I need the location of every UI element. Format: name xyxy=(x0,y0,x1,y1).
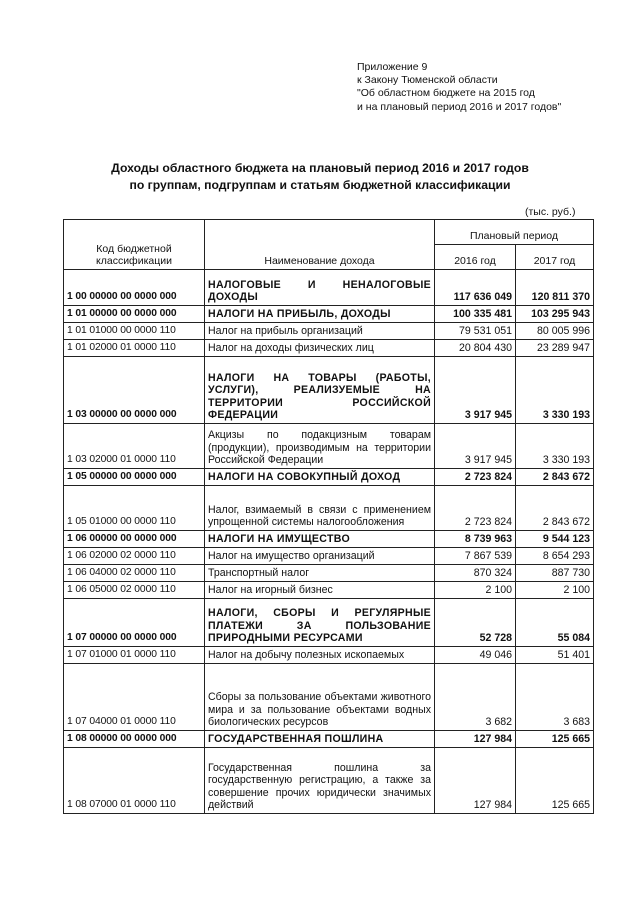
annex-note xyxy=(357,61,561,114)
row-name: Налог на имущество организаций xyxy=(205,548,435,565)
row-value-2016: 3 682 xyxy=(435,664,516,731)
row-name: Налог на игорный бизнес xyxy=(205,582,435,599)
table-row xyxy=(64,270,594,306)
row-value-2017: 3 330 193 xyxy=(516,357,594,424)
units-label: (тыс. руб.) xyxy=(525,206,576,218)
row-value-2016: 49 046 xyxy=(435,647,516,664)
table-row xyxy=(64,306,594,323)
row-value-2017: 2 843 672 xyxy=(516,486,594,531)
header-code: Код бюджетной классификации xyxy=(64,220,205,270)
row-code: 1 07 01000 01 0000 110 xyxy=(64,647,205,664)
annex-line: и на плановый период 2016 и 2017 годов" xyxy=(357,100,562,113)
row-name: НАЛОГОВЫЕ И НЕНАЛОГОВЫЕ ДОХОДЫ xyxy=(205,270,435,306)
table-row xyxy=(64,486,594,531)
row-name: НАЛОГИ НА ТОВАРЫ (РАБОТЫ, УСЛУГИ), РЕАЛИЗУЕМЫЕ НА ТЕРРИТОРИИ РОССИЙСКОЙ ФЕДЕРАЦИИ xyxy=(205,357,435,424)
row-name: НАЛОГИ НА ПРИБЫЛЬ, ДОХОДЫ xyxy=(205,306,435,323)
revenue-table xyxy=(63,219,594,814)
row-code: 1 08 07000 01 0000 110 xyxy=(64,748,205,814)
row-value-2016: 117 636 049 xyxy=(435,270,516,306)
table-row xyxy=(64,731,594,748)
row-name: НАЛОГИ, СБОРЫ И РЕГУЛЯРНЫЕ ПЛАТЕЖИ ЗА ПОЛЬЗОВАНИЕ ПРИРОДНЫМИ РЕСУРСАМИ xyxy=(205,599,435,647)
row-value-2017: 125 665 xyxy=(516,731,594,748)
row-value-2017: 125 665 xyxy=(516,748,594,814)
row-value-2017: 3 330 193 xyxy=(516,424,594,469)
header-period: Плановый период xyxy=(435,220,594,245)
row-value-2017: 2 843 672 xyxy=(516,469,594,486)
row-value-2016: 79 531 051 xyxy=(435,323,516,340)
header-name: Наименование дохода xyxy=(205,220,435,270)
row-value-2017: 887 730 xyxy=(516,565,594,582)
row-value-2017: 103 295 943 xyxy=(516,306,594,323)
row-code: 1 00 00000 00 0000 000 xyxy=(64,270,205,306)
row-code: 1 06 04000 02 0000 110 xyxy=(64,565,205,582)
row-code: 1 01 00000 00 0000 000 xyxy=(64,306,205,323)
table-row xyxy=(64,469,594,486)
table-row xyxy=(64,748,594,814)
title-line: Доходы областного бюджета на плановый период 2016 и 2017 годов xyxy=(111,161,529,175)
table-row xyxy=(64,664,594,731)
annex-line: Приложение 9 xyxy=(357,61,428,73)
row-value-2016: 20 804 430 xyxy=(435,340,516,357)
row-name: Государственная пошлина за государственную регистрацию, а также за совершение прочих юридически значимых действий xyxy=(205,748,435,814)
row-code: 1 01 02000 01 0000 110 xyxy=(64,340,205,357)
table-row xyxy=(64,647,594,664)
row-name: Налог, взимаемый в связи с применением упрощенной системы налогообложения xyxy=(205,486,435,531)
header-row xyxy=(64,220,594,245)
row-name: Акцизы по подакцизным товарам (продукции), производимым на территории Российской Федерации xyxy=(205,424,435,469)
row-code: 1 03 00000 00 0000 000 xyxy=(64,357,205,424)
row-name: ГОСУДАРСТВЕННАЯ ПОШЛИНА xyxy=(205,731,435,748)
row-value-2017: 120 811 370 xyxy=(516,270,594,306)
row-value-2016: 2 723 824 xyxy=(435,486,516,531)
row-code: 1 03 02000 01 0000 110 xyxy=(64,424,205,469)
row-code: 1 01 01000 00 0000 110 xyxy=(64,323,205,340)
row-value-2016: 870 324 xyxy=(435,565,516,582)
row-value-2017: 9 544 123 xyxy=(516,531,594,548)
table-row xyxy=(64,357,594,424)
row-value-2017: 2 100 xyxy=(516,582,594,599)
table-row xyxy=(64,548,594,565)
row-code: 1 06 05000 02 0000 110 xyxy=(64,582,205,599)
row-code: 1 06 02000 02 0000 110 xyxy=(64,548,205,565)
row-value-2017: 8 654 293 xyxy=(516,548,594,565)
table-row xyxy=(64,340,594,357)
row-name: НАЛОГИ НА СОВОКУПНЫЙ ДОХОД xyxy=(205,469,435,486)
row-value-2016: 2 723 824 xyxy=(435,469,516,486)
row-code: 1 06 00000 00 0000 000 xyxy=(64,531,205,548)
row-value-2016: 127 984 xyxy=(435,748,516,814)
row-value-2016: 2 100 xyxy=(435,582,516,599)
row-value-2017: 3 683 xyxy=(516,664,594,731)
row-code: 1 07 00000 00 0000 000 xyxy=(64,599,205,647)
table-row xyxy=(64,424,594,469)
row-name: Налог на прибыль организаций xyxy=(205,323,435,340)
row-value-2017: 55 084 xyxy=(516,599,594,647)
table-row xyxy=(64,565,594,582)
table-row xyxy=(64,599,594,647)
row-value-2016: 3 917 945 xyxy=(435,357,516,424)
row-value-2017: 80 005 996 xyxy=(516,323,594,340)
title-line: по группам, подгруппам и статьям бюджетной классификации xyxy=(129,178,511,192)
row-value-2016: 100 335 481 xyxy=(435,306,516,323)
row-value-2016: 127 984 xyxy=(435,731,516,748)
annex-line: "Об областном бюджете на 2015 год xyxy=(357,87,535,100)
row-value-2016: 7 867 539 xyxy=(435,548,516,565)
row-name: Сборы за пользование объектами животного мира и за пользование объектами водных биологических ресурсов xyxy=(205,664,435,731)
table-row xyxy=(64,323,594,340)
row-code: 1 07 04000 01 0000 110 xyxy=(64,664,205,731)
table-row xyxy=(64,582,594,599)
row-code: 1 08 00000 00 0000 000 xyxy=(64,731,205,748)
row-value-2017: 23 289 947 xyxy=(516,340,594,357)
row-name: Налог на доходы физических лиц xyxy=(205,340,435,357)
row-name: Транспортный налог xyxy=(205,565,435,582)
row-name: НАЛОГИ НА ИМУЩЕСТВО xyxy=(205,531,435,548)
annex-line: к Закону Тюменской области xyxy=(357,74,498,87)
row-name: Налог на добычу полезных ископаемых xyxy=(205,647,435,664)
row-value-2017: 51 401 xyxy=(516,647,594,664)
header-year-2016: 2016 год xyxy=(435,245,516,270)
table-row xyxy=(64,531,594,548)
row-value-2016: 52 728 xyxy=(435,599,516,647)
header-year-2017: 2017 год xyxy=(516,245,594,270)
row-value-2016: 8 739 963 xyxy=(435,531,516,548)
row-value-2016: 3 917 945 xyxy=(435,424,516,469)
document-title xyxy=(0,160,640,194)
row-code: 1 05 00000 00 0000 000 xyxy=(64,469,205,486)
table-body xyxy=(64,270,594,814)
row-code: 1 05 01000 00 0000 110 xyxy=(64,486,205,531)
